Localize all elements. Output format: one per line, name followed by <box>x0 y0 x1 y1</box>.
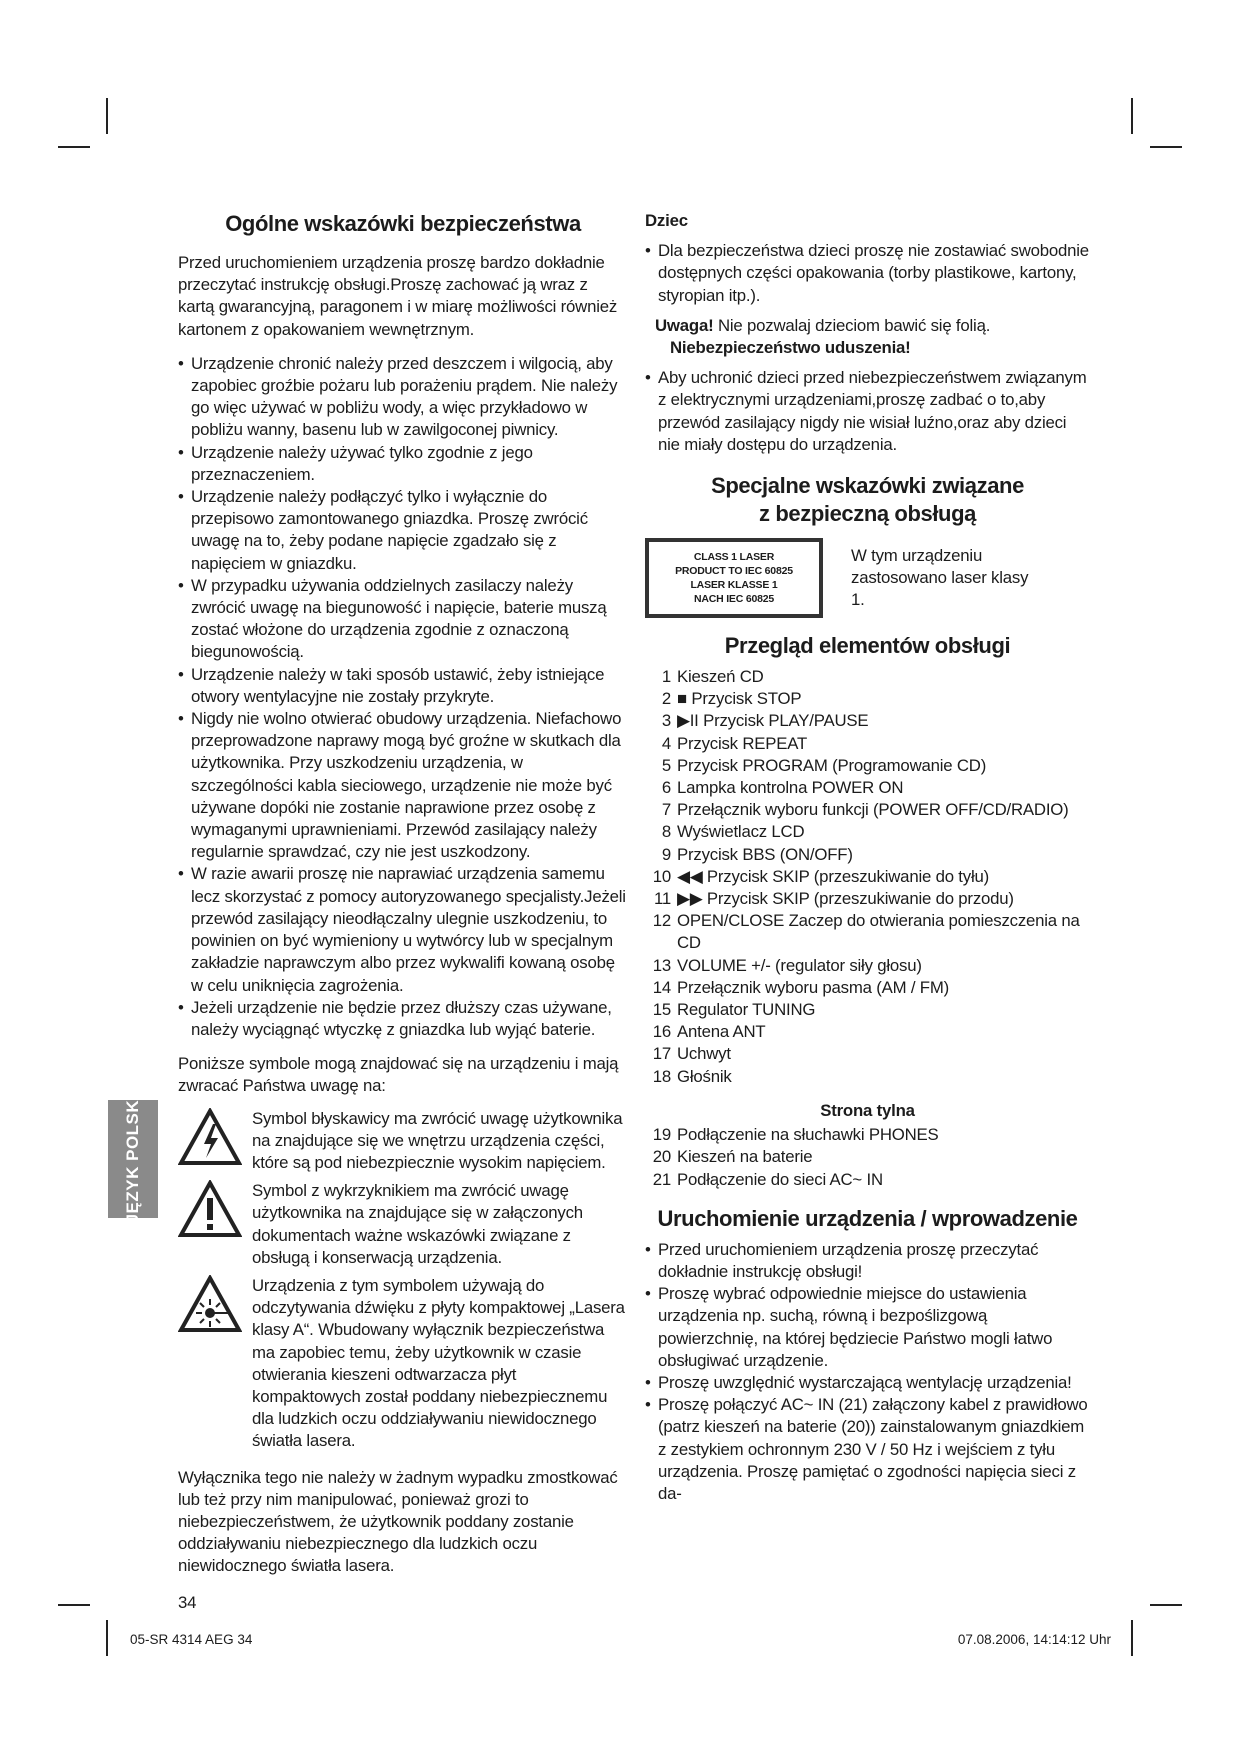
item-number: 5 <box>661 755 671 775</box>
page-number: 34 <box>178 1592 197 1612</box>
start-list <box>645 1239 1090 1505</box>
item-number: 14 <box>652 977 671 997</box>
item-text: ■ Przycisk STOP <box>677 689 802 709</box>
list-item: • Urządzenie chronić należy przed deszczem i wilgocią, aby zapobiec groźbie pożaru lub porażeniu prądem. Nie należy go więc używać w pobliżu wody, a więc przykładowo w pobliżu wanny, basenu lub w zawilgoconej piwnicy. <box>178 353 628 442</box>
item-text: VOLUME +/- (regulator siły głosu) <box>677 955 922 975</box>
laser-class-label <box>645 538 823 618</box>
item-number: 1 <box>661 667 671 687</box>
item-number: 8 <box>661 822 671 842</box>
item-text: Przycisk BBS (ON/OFF) <box>677 844 853 864</box>
rear-list <box>645 1124 1090 1191</box>
item-text: Podłączenie do sieci AC~ IN <box>677 1169 883 1189</box>
symbol-laser-row <box>178 1275 628 1453</box>
item-number: 9 <box>661 844 671 864</box>
item-text: Głośnik <box>677 1066 732 1086</box>
symbol-lightning-text: Symbol błyskawicy ma zwrócić uwagę użytkownika na znajdujące się we wnętrzu urządzenia części, które są pod niebezpiecznie wysokim napięciem. <box>252 1108 623 1172</box>
symbols-intro: Poniższe symbole mogą znajdować się na urządzeniu i mają zwracać Państwa uwagę na: <box>178 1054 619 1096</box>
item-number: 16 <box>652 1022 671 1042</box>
list-item: • Jeżeli urządzenie nie będzie przez dłuższy czas używane, należy wyciągnąć wtyczkę z gniazdka lub wyjąć baterie. <box>178 997 628 1041</box>
item-number: 4 <box>661 733 671 753</box>
children-list-2 <box>645 367 1090 456</box>
list-item: • Aby uchronić dzieci przed niebezpieczeństwem związanym z elektrycznymi urządzeniami,proszę zadbać o to,aby przewód zasilający nigdy nie wisiał luźno,oraz aby dzieci nie miały dostępu do urządzenia. <box>645 367 1090 456</box>
item-text: Podłączenie na słuchawki PHONES <box>677 1125 939 1145</box>
item-number: 7 <box>661 800 671 820</box>
item-number: 20 <box>652 1147 671 1167</box>
item-text: ▶▶ Przycisk SKIP (przeszukiwanie do przodu) <box>677 889 1014 909</box>
special-heading-line1: Specjalne wskazówki związane <box>711 473 1024 499</box>
item-text: Antena ANT <box>677 1022 766 1042</box>
item-number: 18 <box>652 1066 671 1086</box>
children-list <box>645 240 1090 307</box>
safety-list <box>178 353 628 1041</box>
laser-label-line: CLASS 1 LASER <box>693 551 775 564</box>
crop-mark <box>1150 1604 1182 1606</box>
item-number: 17 <box>652 1044 671 1064</box>
children-heading: Dziec <box>645 211 688 230</box>
overview-list <box>645 666 1090 1088</box>
crop-mark <box>106 98 108 134</box>
left-column <box>178 210 628 1614</box>
start-heading: Uruchomienie urządzenia / wprowadzenie <box>657 1205 1078 1231</box>
item-text: Przełącznik wyboru pasma (AM / FM) <box>677 977 950 997</box>
crop-mark <box>1131 98 1133 134</box>
crop-mark <box>58 146 90 148</box>
list-item: • Urządzenie należy podłączyć tylko i wyłącznie do przepisowo zamontowanego gniazdka. Proszę zwrócić uwagę na to, żeby podane napięcie zgadzało się z napięciem w gniazdku. <box>178 486 628 575</box>
crop-mark <box>1150 146 1182 148</box>
special-heading-line2: z bezpieczną obsługą <box>759 501 976 527</box>
item-number: 12 <box>652 911 671 931</box>
footer-right: 07.08.2006, 14:14:12 Uhr <box>957 1632 1111 1647</box>
rear-heading: Strona tylna <box>820 1100 915 1120</box>
symbol-laser-text: Urządzenia z tym symbolem używają do odczytywania dźwięku z płyty kompaktowej „Lasera klasy A“. Wbudowany wyłącznik bezpieczeństwa ma zapobiec temu, żeby użytkownik w czasie otwierania kieszeni odtwarzacza płyt kompaktowych został poddany niebezpiecznemu dla ludzkich oczu oddziaływaniu niewidocznego światła lasera. <box>252 1275 625 1451</box>
list-item: • Nigdy nie wolno otwierać obudowy urządzenia. Niefachowo przeprowadzone naprawy mogą być groźne w skutkach dla użytkownika. Przy uszkodzeniu urządzenia, w szczególności kabla sieciowego, urządzenie nie może być używane dopóki nie zostanie naprawione przez osobę z wymaganymi uprawnieniami. Przewód zasilający należy regularnie sprawdzać, czy nie jest uszkodzony. <box>178 708 628 863</box>
warning-label: Uwaga! <box>655 315 714 335</box>
item-number: 11 <box>653 889 671 909</box>
item-number: 21 <box>652 1169 671 1189</box>
item-text: OPEN/CLOSE Zaczep do otwierania pomieszczenia na CD <box>677 911 1080 953</box>
list-item: • Urządzenie należy w taki sposób ustawić, żeby istniejące otwory wentylacyjne nie zostały przykryte. <box>178 664 628 708</box>
exclamation-warning-icon <box>178 1180 242 1238</box>
closing-paragraph: Wyłącznika tego nie należy w żadnym wypadku zmostkować lub też przy nim manipulować, ponieważ grozi to niebezpieczeństwem, że użytkownik poddany zostanie oddziaływaniu niebezpiecznego dla ludzkich oczu niewidocznego światła lasera. <box>178 1467 618 1576</box>
list-item: • W przypadku używania oddzielnych zasilaczy należy zwrócić uwagę na biegunowość i napięcie, baterie muszą zostać włożone do urządzenia zgodnie z oznaczoną biegunowością. <box>178 575 628 664</box>
lightning-warning-icon <box>178 1108 242 1166</box>
symbol-exclamation-row <box>178 1180 628 1269</box>
item-text: ▶II Przycisk PLAY/PAUSE <box>677 711 869 731</box>
warning-danger: Niebezpieczeństwo uduszenia! <box>670 338 911 358</box>
item-number: 6 <box>661 778 671 798</box>
crop-mark <box>58 1604 90 1606</box>
laser-label-line: PRODUCT TO IEC 60825 <box>675 565 793 578</box>
item-number: 15 <box>652 1000 671 1020</box>
laser-text: W tym urządzeniu zastosowano laser klasy 1. <box>851 545 1029 610</box>
list-item: • W razie awarii proszę nie naprawiać urządzenia samemu lecz skorzystać z pomocy autoryzowanego specjalisty.Jeżeli przewód zasilający nieodłączalny ulegnie uszkodzeniu, to powinien on być wymieniony u wytwórcy lub w specjalnym zakładzie naprawczym albo przez wykwalifi kowaną osobę w celu uniknięcia zagrożenia. <box>178 863 628 996</box>
side-tab-label: JĘZYK POLSKI <box>123 1094 142 1224</box>
item-text: Przełącznik wyboru funkcji (POWER OFF/CD/RADIO) <box>677 800 1069 820</box>
overview-heading: Przegląd elementów obsługi <box>724 633 1011 659</box>
laser-label-line: LASER KLASSE 1 <box>690 579 778 592</box>
item-number: 19 <box>652 1125 671 1145</box>
laser-label-line: NACH IEC 60825 <box>693 593 775 606</box>
laser-warning-icon <box>178 1275 242 1333</box>
item-text: Uchwyt <box>677 1044 731 1064</box>
list-item: • Proszę uwzględnić wystarczającą wentylację urządzenia! <box>645 1372 1090 1394</box>
safety-heading: Ogólne wskazówki bezpieczeństwa <box>225 211 581 236</box>
item-text: ◀◀ Przycisk SKIP (przeszukiwanie do tyłu) <box>677 866 990 886</box>
symbol-exclamation-text: Symbol z wykrzyknikiem ma zwrócić uwagę użytkownika na znajdujące się w załączonych dokumentach ważne wskazówki związane z obsługą i konserwacją urządzenia. <box>252 1181 583 1267</box>
footer-left: 05-SR 4314 AEG 34 <box>130 1632 253 1647</box>
item-number: 3 <box>661 711 671 731</box>
laser-row <box>645 538 1090 618</box>
item-text: Lampka kontrolna POWER ON <box>677 778 904 798</box>
item-text: Przycisk REPEAT <box>677 733 808 753</box>
list-item: • Proszę połączyć AC~ IN (21) załączony kabel z prawidłowo (patrz kieszeń na baterie (20)) zainstalowanym gniazdkiem z zestykiem ochronnym 230 V / 50 Hz i wejściem z tyłu urządzenia. Proszę pamiętać o zgodności napięcia sieci z da- <box>645 1394 1090 1505</box>
item-number: 2 <box>661 689 671 709</box>
item-text: Przycisk PROGRAM (Programowanie CD) <box>677 755 987 775</box>
list-item: • Dla bezpieczeństwa dzieci proszę nie zostawiać swobodnie dostępnych części opakowania (torby plastikowe, kartony, styropian itp.). <box>645 240 1090 307</box>
crop-mark <box>1131 1620 1133 1656</box>
intro-paragraph: Przed uruchomieniem urządzenia proszę bardzo dokładnie przeczytać instrukcję obsługi.Proszę zachować ją wraz z kartą gwarancyjną, paragonem i w miarę możliwości również kartonem z opakowaniem wewnętrznym. <box>178 253 618 339</box>
warning-line <box>645 315 1090 337</box>
item-text: Kieszeń CD <box>677 667 764 687</box>
item-text: Regulator TUNING <box>677 1000 816 1020</box>
item-text: Wyświetlacz LCD <box>677 822 805 842</box>
list-item: • Urządzenie należy używać tylko zgodnie z jego przeznaczeniem. <box>178 442 628 486</box>
symbol-lightning-row <box>178 1108 628 1175</box>
item-text: Kieszeń na baterie <box>677 1147 813 1167</box>
item-number: 13 <box>652 955 671 975</box>
crop-mark <box>106 1620 108 1656</box>
language-side-tab <box>108 1094 158 1224</box>
right-column <box>645 210 1090 1505</box>
warning-text: Nie pozwalaj dzieciom bawić się folią. <box>717 315 991 335</box>
list-item: • Przed uruchomieniem urządzenia proszę przeczytać dokładnie instrukcję obsługi! <box>645 1239 1090 1283</box>
list-item: • Proszę wybrać odpowiednie miejsce do ustawienia urządzenia np. suchą, równą i bezpoślizgową powierzchnię, na której będziecie Państwo mogli łatwo obsługiwać urządzenie. <box>645 1283 1090 1372</box>
item-number: 10 <box>652 866 671 886</box>
